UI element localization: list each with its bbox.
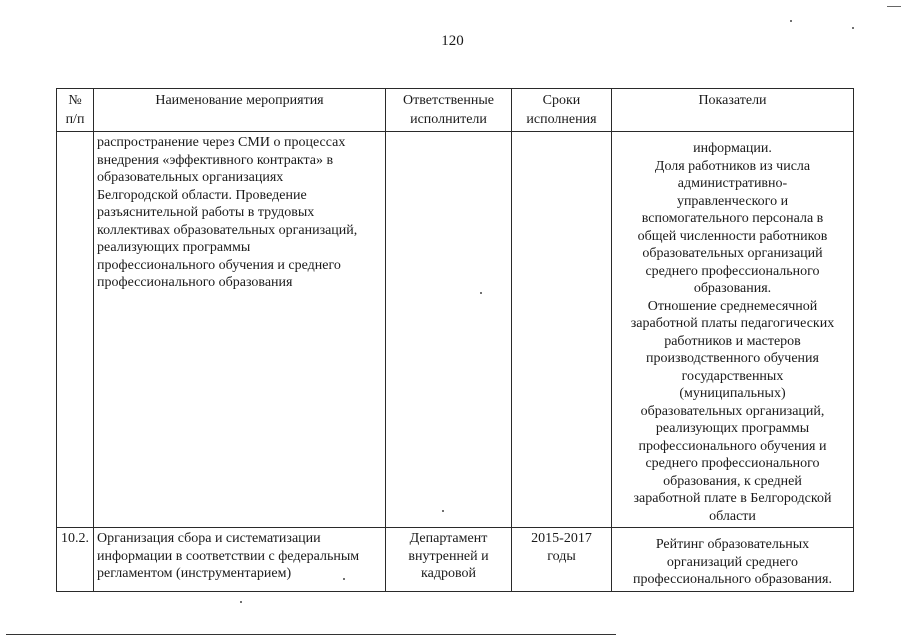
row2-name-line: регламентом (инструментарием) xyxy=(97,566,292,581)
row2-indicator-line: Рейтинг образовательных xyxy=(655,537,810,552)
header-num-line-2: п/п xyxy=(65,112,85,127)
scan-speck xyxy=(790,20,792,22)
scan-speck xyxy=(852,27,854,29)
row1-indicator-line: (муниципальных) xyxy=(679,386,786,401)
header-indicators: Показатели xyxy=(612,89,854,132)
row2-terms-line: 2015-2017 xyxy=(531,531,592,546)
row1-indicator-line: информации. xyxy=(693,141,772,156)
scan-speck xyxy=(240,601,242,603)
scan-speck xyxy=(343,578,345,580)
table-header-row xyxy=(57,89,854,132)
row1-indicator-line: области xyxy=(709,508,756,524)
row2-terms-line: годы xyxy=(547,548,576,564)
row1-responsible xyxy=(386,132,512,528)
row1-indicator-line: заработной плате в Белгородской xyxy=(633,491,832,506)
row1-indicator-line: заработной платы педагогических xyxy=(630,316,835,331)
row2-terms xyxy=(512,528,612,592)
row1-name-line: реализующих программы xyxy=(97,240,251,255)
row1-indicator-line: профессионального обучения и xyxy=(638,438,827,454)
row1-num xyxy=(57,132,94,528)
row1-name-line: профессионального образования xyxy=(97,275,293,290)
measures-table xyxy=(56,88,854,592)
row1-name-line: распространение через СМИ о процессах xyxy=(97,135,346,150)
scan-speck xyxy=(442,510,444,512)
header-name: Наименование мероприятия xyxy=(94,89,386,132)
row2-num: 10.2. xyxy=(57,528,94,592)
row1-indicator-line: реализующих программы xyxy=(655,421,810,436)
row1-indicator-line: управленческого и xyxy=(676,193,789,209)
row2-name-line: Организация сбора и систематизации xyxy=(97,531,321,546)
row1-indicator-line: Доля работников из числа xyxy=(654,158,811,174)
row2-responsible-line: Департамент xyxy=(409,531,488,546)
row1-indicator-line: образовательных организаций xyxy=(642,246,823,261)
row1-name-line: образовательных организациях xyxy=(97,170,284,185)
row1-name-line: разъяснительной работы в трудовых xyxy=(97,205,315,220)
header-responsible-line-2: исполнители xyxy=(410,112,487,127)
row1-name-line: внедрения «эффективного контракта» в xyxy=(97,152,334,168)
page-bottom-rule xyxy=(6,634,616,635)
row1-indicator-line: производственного обучения xyxy=(646,351,819,366)
row2-name-line: информации в соответствии с федеральным xyxy=(97,548,360,564)
header-num xyxy=(57,89,94,132)
row2-responsible-line: кадровой xyxy=(421,566,476,581)
scan-speck xyxy=(480,292,482,294)
header-num-line-1: № xyxy=(68,93,82,108)
row1-indicator-line: среднего профессионального xyxy=(645,456,820,471)
row1-indicator-line: административно- xyxy=(677,176,788,191)
row1-indicator-line: среднего профессионального xyxy=(645,263,820,279)
row1-indicator-line: вспомогательного персонала в xyxy=(641,211,824,226)
row1-indicators xyxy=(612,132,854,528)
table-row xyxy=(57,132,854,528)
row1-name-line: профессионального обучения и среднего xyxy=(97,257,341,273)
page-number: 120 xyxy=(441,33,464,49)
row1-indicator-line: работников и мастеров xyxy=(664,333,801,349)
header-terms-line-1: Сроки xyxy=(542,93,581,108)
row2-responsible xyxy=(386,528,512,592)
header-terms xyxy=(512,89,612,132)
row2-indicator-line: организаций среднего xyxy=(666,554,799,570)
row1-terms xyxy=(512,132,612,528)
row1-indicator-line: Отношение среднемесячной xyxy=(647,298,818,314)
header-terms-line-2: исполнения xyxy=(526,112,597,127)
row2-responsible-line: внутренней и xyxy=(408,548,489,564)
row2-name xyxy=(94,528,386,592)
row1-indicator-line: государственных xyxy=(681,368,784,384)
row1-name-line: Белгородской области. Проведение xyxy=(97,187,307,203)
row1-indicator-line: общей численности работников xyxy=(637,228,828,244)
scan-edge-mark xyxy=(887,6,901,7)
row1-name xyxy=(94,132,386,528)
table-row xyxy=(57,528,854,592)
header-responsible-line-1: Ответственные xyxy=(403,93,494,108)
row1-indicator-line: образования, к средней xyxy=(663,473,802,489)
row1-indicator-line: образовательных организаций, xyxy=(640,403,825,419)
row1-indicator-line: образования. xyxy=(693,281,772,296)
header-responsible xyxy=(386,89,512,132)
row2-indicator-line: профессионального образования. xyxy=(633,572,832,587)
row2-indicators xyxy=(612,528,854,592)
row1-name-line: коллективах образовательных организаций, xyxy=(97,222,358,238)
